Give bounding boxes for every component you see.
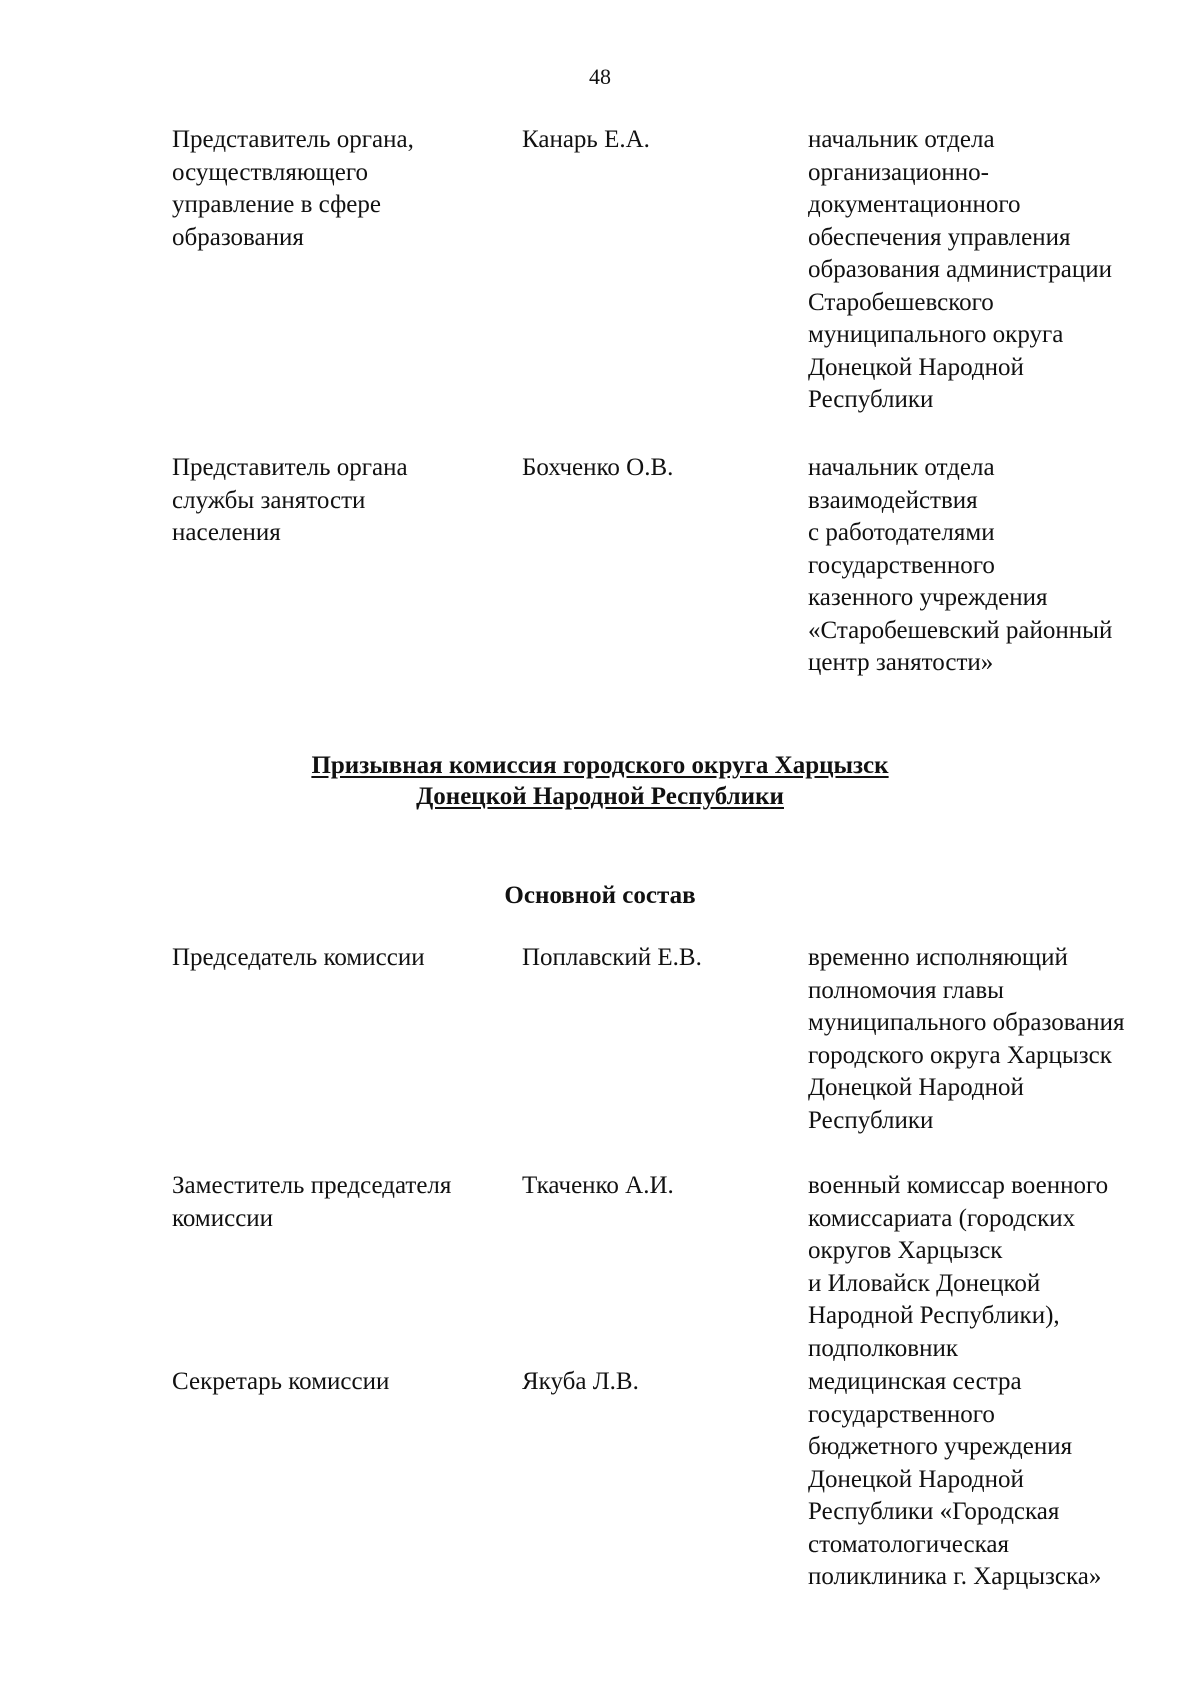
member-position: временно исполняющий полномочия главы муниципального образования городского округа Харцызск Донецкой Народной Республики [808,944,1125,1134]
member-role: Представитель органа службы занятости населения [172,454,408,546]
commission-title [0,750,1200,812]
page-number: 48 [589,64,611,89]
member-role: Заместитель председателя комиссии [172,1172,452,1232]
commission-title-line2: Донецкой Народной Республики [416,783,784,810]
member-name: Ткаченко А.И. [522,1172,674,1199]
member-name: Бохченко О.В. [522,454,674,481]
member-name: Якуба Л.В. [522,1368,639,1395]
member-role: Представитель органа, осуществляющего управление в сфере образования [172,126,414,251]
member-role: Председатель комиссии [172,944,425,971]
member-role: Секретарь комиссии [172,1368,390,1395]
member-position: медицинская сестра государственного бюджетного учреждения Донецкой Народной Республики «Городская стоматологическая поликлиника г. Харцызска» [808,1368,1102,1590]
member-position: начальник отдела взаимодействия с работодателями государственного казенного учреждения «Старобешевский районный центр занятости» [808,454,1113,676]
commission-title-line1: Призывная комиссия городского округа Харцызск [311,752,889,779]
member-name: Поплавский Е.В. [522,944,702,971]
member-name: Канарь Е.А. [522,126,650,153]
commission-subtitle: Основной состав [504,882,696,909]
member-position: военный комиссар военного комиссариата (городских округов Харцызск и Иловайск Донецкой Народной Республики), подполковник [808,1172,1109,1362]
member-position: начальник отдела организационно- документационного обеспечения управления образования администрации Старобешевского муниципального округа Донецкой Народной Республики [808,126,1112,413]
